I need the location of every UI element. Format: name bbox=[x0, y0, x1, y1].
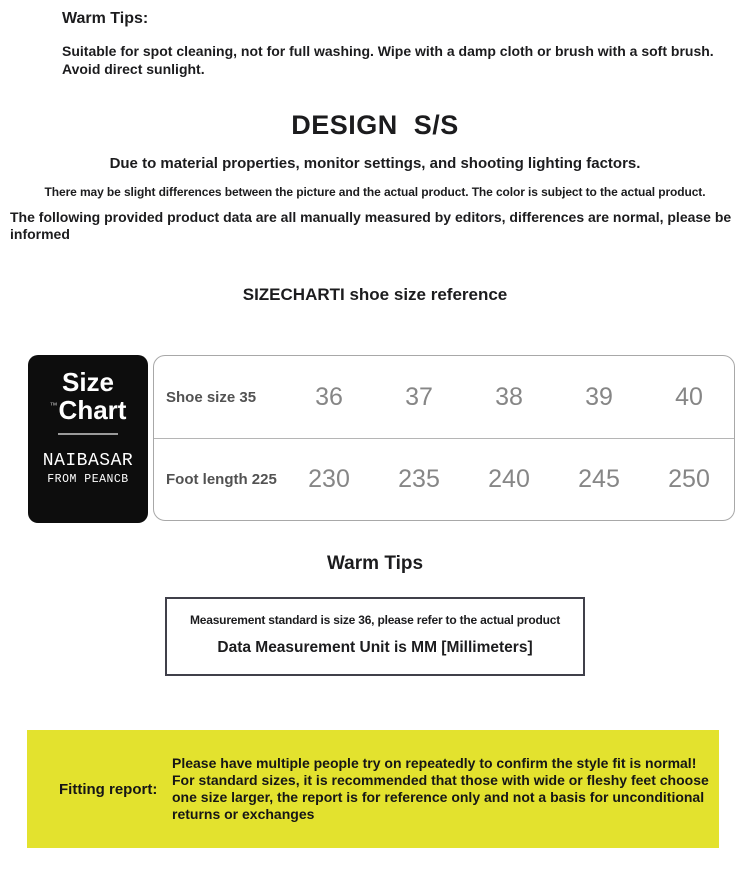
shoe-size-value: 36 bbox=[315, 382, 343, 411]
fitting-report-label: Fitting report: bbox=[59, 780, 158, 798]
shoe-size-value: 38 bbox=[495, 382, 523, 411]
table-row-shoe-size bbox=[154, 356, 734, 438]
design-title: DESIGN S/S bbox=[291, 110, 459, 140]
size-chart-heading: SIZECHARTI shoe size reference bbox=[242, 285, 508, 305]
measurement-standard-note: Measurement standard is size 36, please refer to the actual product bbox=[189, 613, 561, 628]
shoe-size-value: 40 bbox=[675, 382, 703, 411]
trademark-symbol: ™ bbox=[49, 401, 58, 411]
design-disclaimer-line3: The following provided product data are all manually measured by editors, differences are normal, please be informed bbox=[10, 209, 732, 243]
foot-length-value: 235 bbox=[398, 465, 440, 494]
row-label-foot-length: Foot length 225 bbox=[166, 471, 277, 489]
size-table bbox=[153, 355, 735, 521]
measurement-unit-note: Data Measurement Unit is MM [Millimeters] bbox=[217, 639, 533, 657]
design-disclaimer-line2: There may be slight differences between the picture and the actual product. The color is subject to the actual product. bbox=[44, 185, 706, 199]
foot-length-value: 245 bbox=[578, 465, 620, 494]
measurement-note-box bbox=[165, 597, 585, 676]
size-chart-section bbox=[28, 355, 735, 523]
design-disclaimer-line1: Due to material properties, monitor settings, and shooting lighting factors. bbox=[109, 155, 641, 172]
warm-tips-mid-heading: Warm Tips bbox=[326, 553, 424, 575]
badge-chart-text: Chart bbox=[58, 395, 127, 426]
size-chart-badge bbox=[28, 355, 148, 523]
foot-length-value: 250 bbox=[668, 465, 710, 494]
badge-size-line: Size bbox=[61, 367, 115, 398]
fitting-report-box bbox=[27, 730, 719, 848]
brand-subtitle: FROM PEANCB bbox=[47, 473, 129, 487]
foot-length-value: 240 bbox=[488, 465, 530, 494]
shoe-size-value: 39 bbox=[585, 382, 613, 411]
brand-name: NAIBASAR bbox=[42, 451, 134, 472]
warm-tips-top-heading: Warm Tips: bbox=[62, 10, 149, 27]
care-instructions-text: Suitable for spot cleaning, not for full washing. Wipe with a damp cloth or brush with a soft brush. Avoid direct sunlight. bbox=[62, 43, 714, 77]
fitting-report-text: Please have multiple people try on repeatedly to confirm the style fit is normal! For standard sizes, it is recommended that those with wide or fleshy feet choose one size larger, the report is for reference only and not a basis for unconditional returns or exchanges bbox=[172, 755, 709, 823]
badge-chart-line bbox=[28, 396, 148, 424]
row-label-shoe-size: Shoe size 35 bbox=[166, 388, 257, 406]
shoe-size-value: 37 bbox=[405, 382, 433, 411]
badge-divider-rule bbox=[58, 433, 118, 435]
foot-length-value: 230 bbox=[308, 465, 350, 494]
table-row-foot-length bbox=[154, 438, 734, 520]
